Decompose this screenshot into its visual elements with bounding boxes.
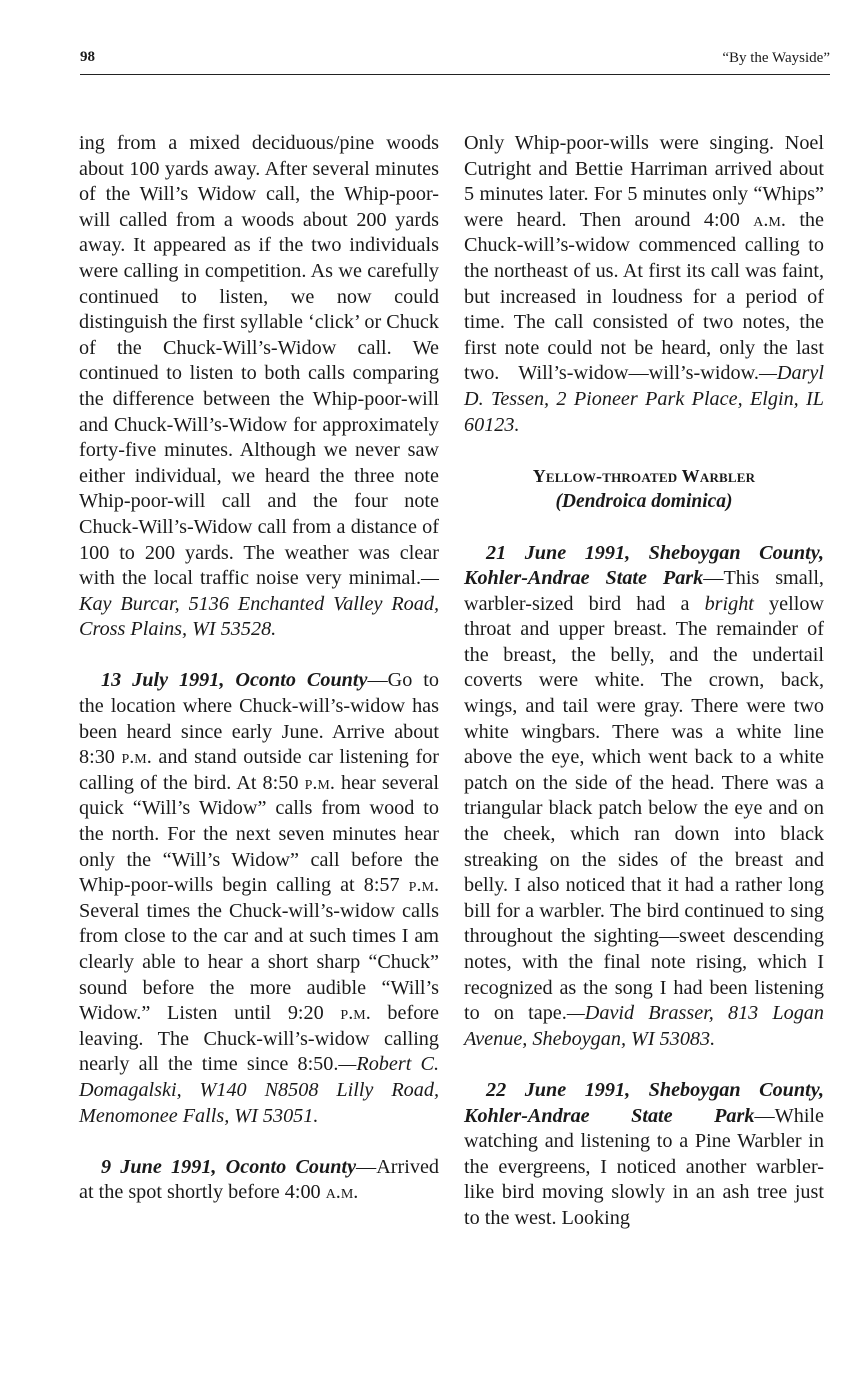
report-paragraph	[464, 541, 824, 1053]
report-text: hear several quick “Will’s Widow” calls from wood to the north. For the next seven minutes hear only the “Will’s Widow” call before the Whip-poor-wills begin calling at 8:57	[79, 771, 439, 897]
report-text: Only Whip-poor-wills were singing. Noel Cutright and Bettie Harriman arrived about 5 minutes later. For 5 minutes only “Whips” were heard. Then around 4:00	[464, 132, 824, 231]
species-scientific-name: (Dendroica dominica)	[555, 491, 733, 513]
paragraph-gap	[464, 438, 824, 464]
report-text: —Go to the location where Chuck-will’s-widow has been heard since early June. Arrive about 8:30	[79, 669, 440, 769]
left-column	[79, 131, 439, 1206]
page-header	[80, 46, 830, 75]
report-text: —This small, warbler-sized bird had a	[464, 567, 824, 615]
running-head: “By the Wayside”	[722, 50, 830, 66]
report-text: ing from a mixed deciduous/pine woods about 100 yards away. After several minutes of the Will’s Widow call, the Whip-poor-will called from a woods about 200 yards away. It appeared as if the two individuals were calling in competition. As we carefully continued to listen, we now could distinguish the first syllable ‘click’ or Chuck of the Chuck-Will’s-Widow call. We continued to listen to both calls comparing the difference between the Whip-poor-will and Chuck-Will’s-Widow for approximately forty-five minutes. Although we never saw either individual, we heard the three note Whip-poor-will call and the four note Chuck-Will’s-Widow call from a distance of 100 to 200 yards. The weather was clear with the local traffic noise very minimal.	[79, 132, 439, 590]
paragraph-gap	[79, 643, 439, 669]
report-paragraph	[79, 668, 439, 1129]
right-column	[464, 131, 824, 1232]
report-text: —Arrived at the spot shortly before 4:00	[79, 1155, 439, 1204]
time-suffix: a.m.	[325, 1181, 359, 1204]
report-paragraph	[464, 1078, 824, 1232]
report-author: —Daryl D. Tessen, 2 Pioneer Park Place, Elgin, IL 60123.	[464, 362, 824, 436]
report-author: —Robert C. Domagalski, W140 N8508 Lilly Road, Menomonee Falls, WI 53051.	[79, 1053, 439, 1127]
time-suffix: p.m.	[121, 746, 152, 769]
time-suffix: p.m.	[340, 1002, 371, 1025]
time-suffix: p.m.	[408, 874, 439, 897]
report-text: the Chuck-will’s-widow commenced calling to the northeast of us. At first its call was faint, but increased in loudness for a period of time. The call consisted of two notes, the first note could not be heard, only the last two. Will’s-widow—will’s-widow.	[464, 208, 824, 385]
species-heading: Yellow-throated Warbler	[532, 465, 756, 486]
report-author: —Kay Burcar, 5136 Enchanted Valley Road, Cross Plains, WI 53528.	[79, 567, 439, 641]
report-date-location: 13 July 1991, Oconto County	[101, 669, 368, 692]
report-date-location: 21 June 1991, Sheboygan County, Kohler-Andrae State Park	[464, 541, 824, 590]
paragraph-gap	[79, 1129, 439, 1155]
time-suffix: p.m.	[304, 771, 335, 794]
report-author: —David Brasser, 813 Logan Avenue, Sheboygan, WI 53083.	[464, 1002, 824, 1050]
report-text: yellow throat and upper breast. The remainder of the breast, the belly, and the undertail coverts were white. The crown, back, wings, and tail were gray. There were two white wingbars. There was a white line above the eye, which went back to a white patch on the side of the head. There was a triangular black patch below the eye and on the cheek, which ran down into black streaking on the sides of the breast and belly. I also noticed that it had a rather long bill for a warbler. The bird continued to sing throughout the sighting—sweet descending notes, with the final note rising, which I recognized as the song I had been listening to on tape.	[464, 592, 824, 1025]
report-paragraph	[464, 131, 824, 438]
report-text: Several times the Chuck-will’s-widow calls from close to the car and at such times I am clearly able to hear a short sharp “Chuck” sound before the more audible “Will’s Widow.” Listen until 9:20	[79, 899, 439, 1025]
report-text: —While watching and listening to a Pine Warbler in the evergreens, I noticed another warbler-like bird moving slowly in an ash tree just to the west. Looking	[464, 1104, 824, 1229]
report-paragraph	[79, 1155, 439, 1206]
report-date-location: 22 June 1991, Sheboygan County, Kohler-Andrae State Park	[464, 1078, 824, 1127]
report-paragraph	[79, 131, 439, 643]
report-text: before leaving. The Chuck-will’s-widow calling nearly all the time since 8:50.	[79, 1002, 439, 1076]
page-number: 98	[80, 49, 95, 65]
report-date-location: 9 June 1991, Oconto County	[101, 1155, 357, 1178]
time-suffix: a.m.	[753, 208, 786, 231]
paragraph-gap	[464, 515, 824, 541]
report-text: and stand outside car listening for calling of the bird. At 8:50	[79, 746, 440, 794]
paragraph-gap	[464, 1052, 824, 1078]
emphasis-text: bright	[704, 592, 754, 615]
